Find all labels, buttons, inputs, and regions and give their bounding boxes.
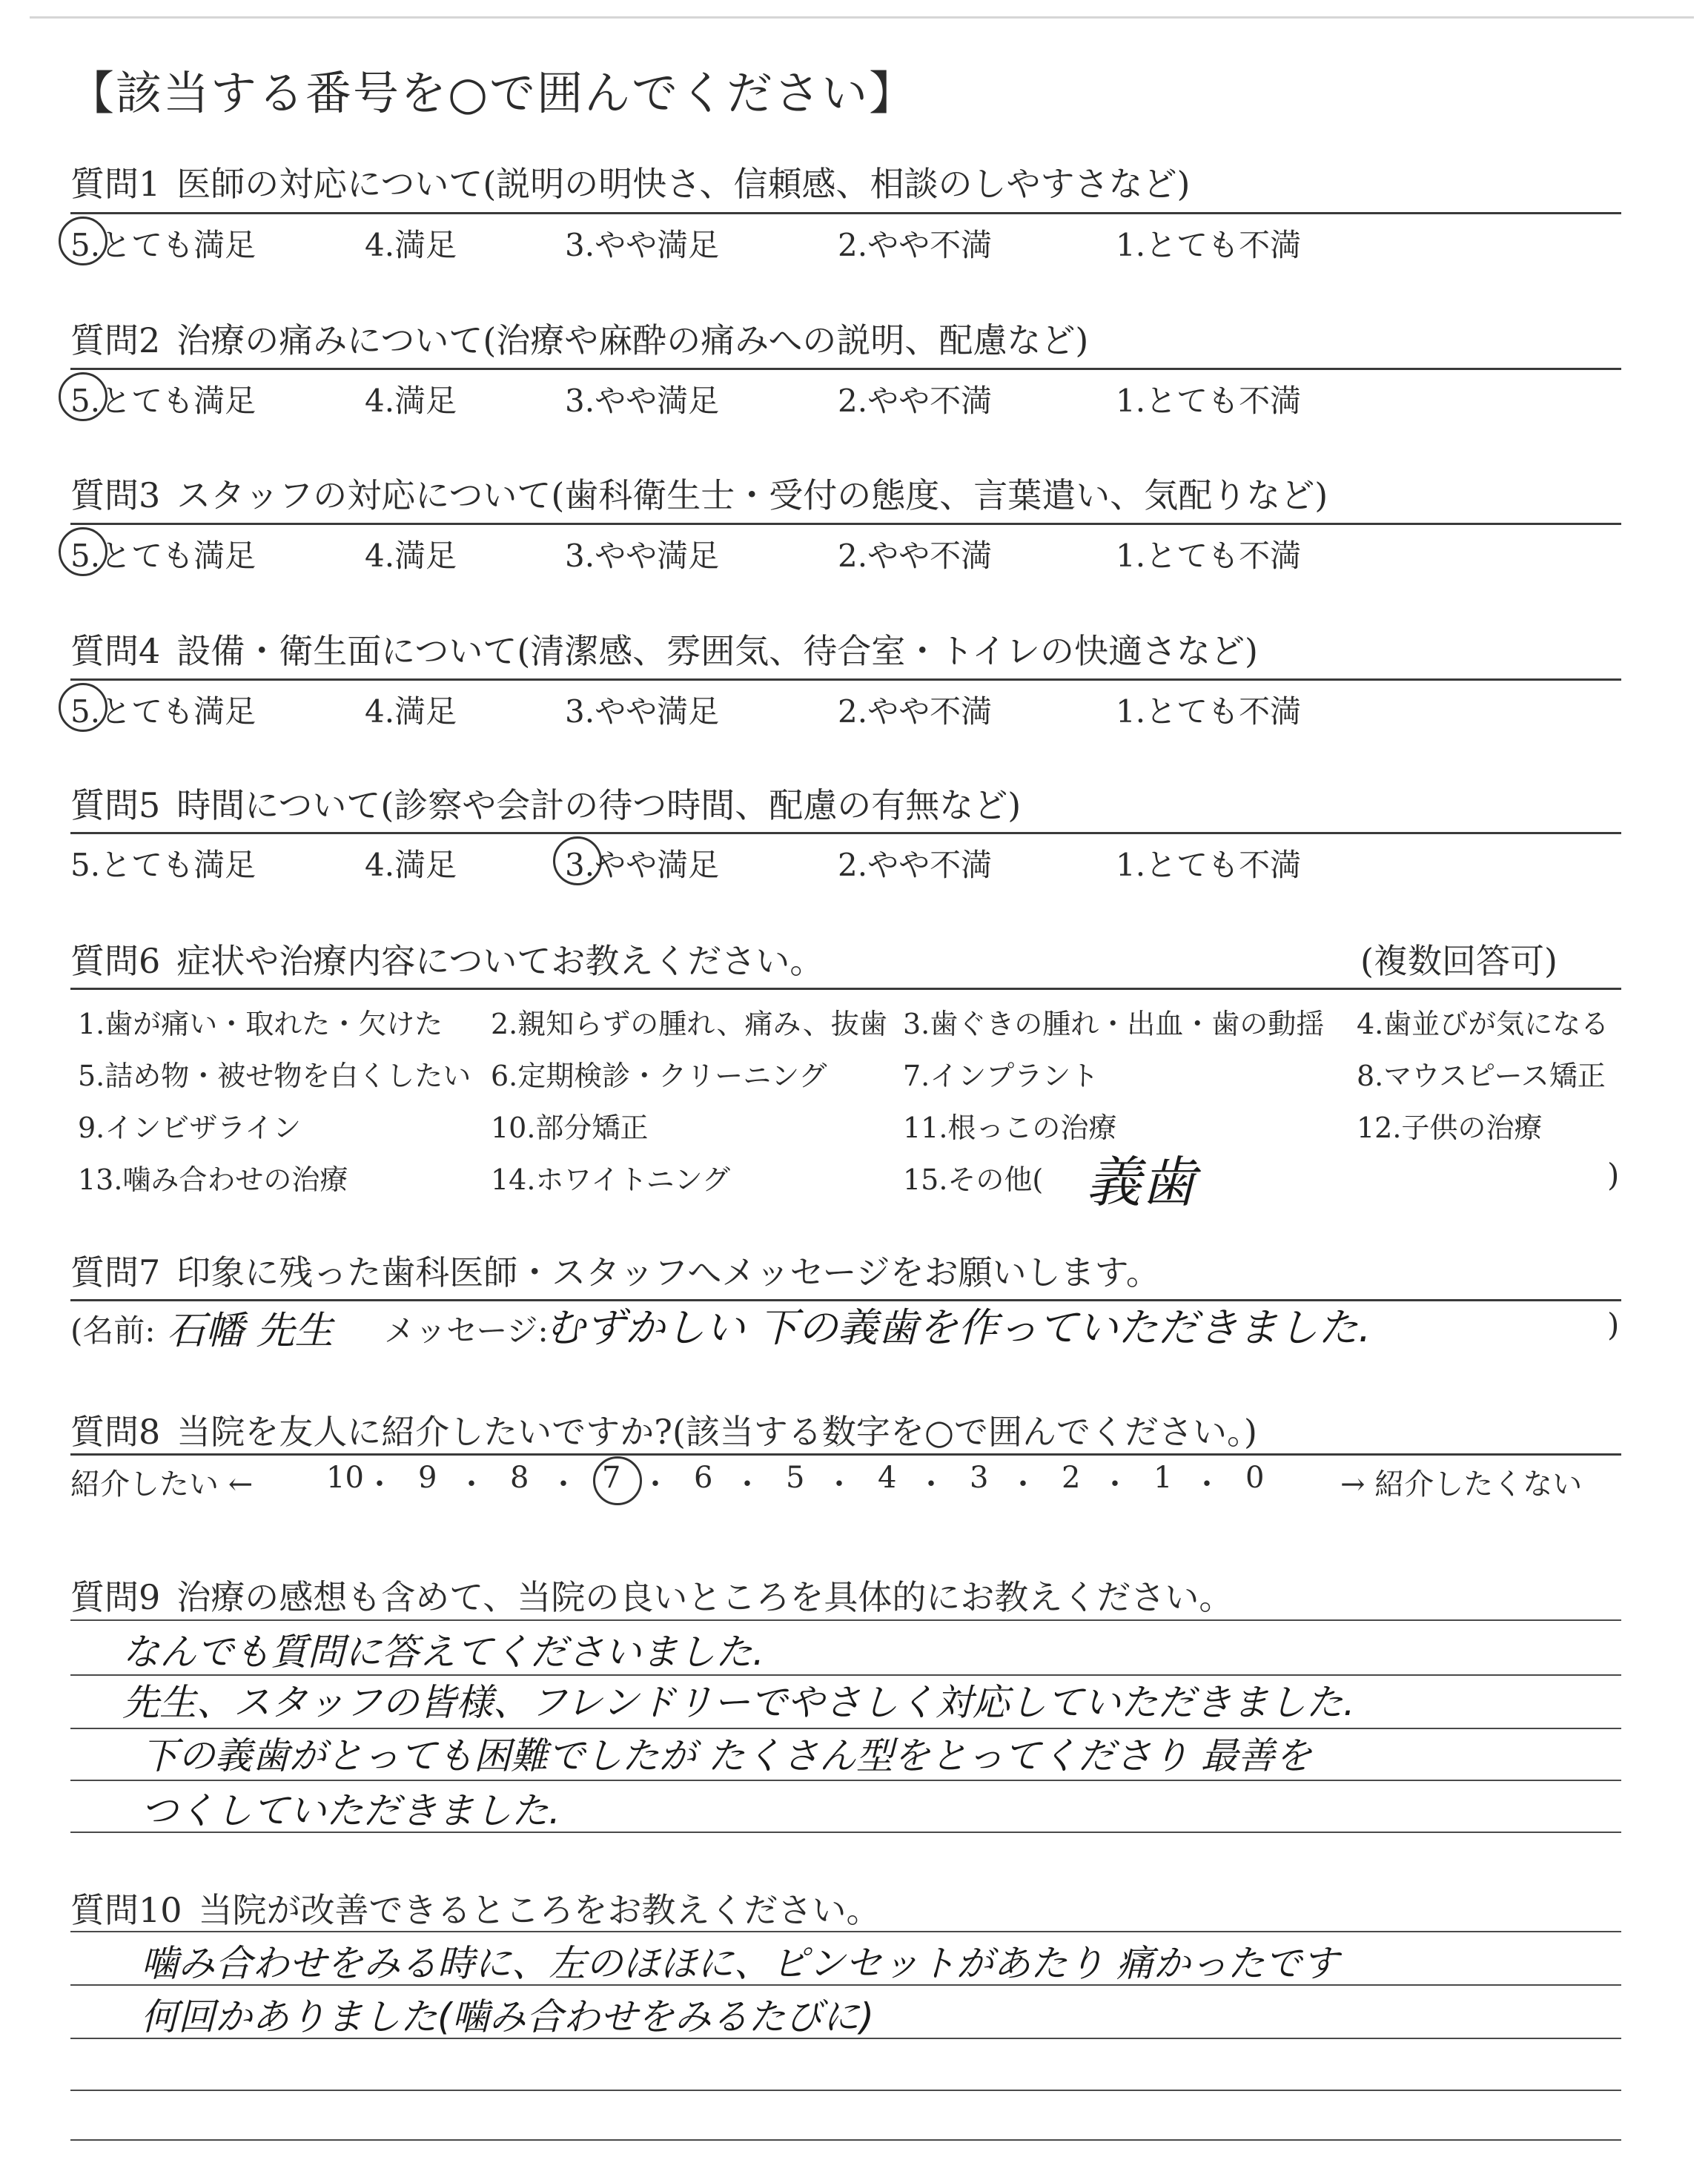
symptom-option-2[interactable]: 2.親知らずの腫れ、痛み、抜歯 bbox=[491, 1008, 887, 1040]
question-4-rule bbox=[70, 678, 1621, 681]
question-6-rule bbox=[70, 988, 1621, 990]
symptom-option-10[interactable]: 10.部分矯正 bbox=[491, 1112, 649, 1144]
question-3-title bbox=[70, 469, 1328, 518]
question-7-name-label: (名前: bbox=[70, 1312, 156, 1349]
symptom-option-13[interactable]: 13.噛み合わせの治療 bbox=[78, 1163, 348, 1196]
question-1-text: 医師の対応について(説明の明快さ、信頼感、相談のしやすさなど) bbox=[176, 164, 1191, 204]
scale-value-2[interactable]: 2 bbox=[1062, 1461, 1081, 1495]
question-9-number: 質問9 bbox=[70, 1577, 161, 1617]
scale-left-label: 紹介したい ← bbox=[70, 1467, 254, 1502]
symptom-option-14[interactable]: 14.ホワイトニング bbox=[491, 1163, 731, 1196]
question-2-title bbox=[70, 314, 1088, 363]
selected-circle-mark bbox=[593, 1456, 642, 1505]
option-2[interactable]: 2.やや不満 bbox=[838, 693, 993, 730]
question-7-title bbox=[70, 1246, 1160, 1295]
option-3[interactable]: 3.やや満足 bbox=[565, 693, 720, 730]
symptom-option-1[interactable]: 1.歯が痛い・取れた・欠けた bbox=[78, 1008, 443, 1040]
question-6-note: (複数回答可) bbox=[1360, 941, 1558, 981]
question-8-number: 質問8 bbox=[70, 1412, 161, 1452]
scale-value-1[interactable]: 1 bbox=[1153, 1461, 1173, 1495]
question-7-close: ) bbox=[1607, 1307, 1620, 1343]
scale-separator: ・ bbox=[732, 1467, 762, 1502]
selected-circle-mark bbox=[59, 217, 107, 265]
question-8-scale bbox=[0, 1461, 1708, 1505]
option-3[interactable]: 3.やや満足 bbox=[565, 538, 720, 574]
option-2[interactable]: 2.やや不満 bbox=[838, 538, 993, 574]
question-6-title bbox=[70, 934, 824, 983]
question-7-message-label: メッセージ: bbox=[384, 1312, 549, 1349]
question-2-number: 質問2 bbox=[70, 320, 161, 360]
question-7-message-handwritten: むずかしい 下の義歯を作っていただきました. bbox=[545, 1304, 1371, 1351]
question-10-rule-4 bbox=[70, 2090, 1621, 2091]
question-7-text: 印象に残った歯科医師・スタッフへメッセージをお願いします。 bbox=[176, 1252, 1160, 1292]
option-1[interactable]: 1.とても不満 bbox=[1116, 383, 1302, 419]
option-1[interactable]: 1.とても不満 bbox=[1116, 538, 1302, 574]
question-4-options bbox=[0, 687, 1708, 732]
scale-value-7[interactable]: 7 bbox=[602, 1461, 621, 1495]
question-6-other-close: ) bbox=[1607, 1157, 1620, 1193]
selected-circle-mark bbox=[59, 527, 107, 576]
question-5-text: 時間について(診察や会計の待つ時間、配慮の有無など) bbox=[176, 785, 1022, 825]
option-4[interactable]: 4.満足 bbox=[365, 847, 457, 883]
question-9-answer-line-2: 先生、スタッフの皆様、フレンドリーでやさしく対応していただきました. bbox=[122, 1681, 1355, 1724]
scale-separator: ・ bbox=[365, 1467, 394, 1502]
option-3[interactable]: 3.やや満足 bbox=[565, 847, 720, 883]
option-1[interactable]: 1.とても不満 bbox=[1116, 847, 1302, 883]
question-9-answer-line-1: なんでも質問に答えてくださいました. bbox=[122, 1631, 764, 1674]
selected-circle-mark bbox=[59, 683, 107, 732]
question-6-number: 質問6 bbox=[70, 941, 161, 981]
scale-value-8[interactable]: 8 bbox=[510, 1461, 529, 1495]
scale-separator: ・ bbox=[640, 1467, 670, 1502]
scale-separator: ・ bbox=[457, 1467, 486, 1502]
question-10-answer-line-1: 噛み合わせをみる時に、左のほほに、ピンセットがあたり 痛かったです bbox=[141, 1942, 1339, 1985]
question-10-number: 質問10 bbox=[70, 1890, 182, 1930]
option-4[interactable]: 4.満足 bbox=[365, 383, 457, 419]
option-1[interactable]: 1.とても不満 bbox=[1116, 227, 1302, 263]
option-2[interactable]: 2.やや不満 bbox=[838, 383, 993, 419]
option-3[interactable]: 3.やや満足 bbox=[565, 383, 720, 419]
question-10-rule-1 bbox=[70, 1931, 1621, 1932]
symptom-option-7[interactable]: 7.インプラント bbox=[903, 1060, 1099, 1092]
question-7-name-handwritten: 石幡 先生 bbox=[167, 1309, 334, 1353]
scale-value-0[interactable]: 0 bbox=[1245, 1461, 1265, 1495]
scale-separator: ・ bbox=[1100, 1467, 1130, 1502]
option-5[interactable]: 5.とても満足 bbox=[70, 383, 256, 419]
scale-separator: ・ bbox=[916, 1467, 946, 1502]
option-4[interactable]: 4.満足 bbox=[365, 693, 457, 730]
question-9-answer-line-3: 下の義歯がとっても困難でしたが たくさん型をとってくださり 最善を bbox=[141, 1734, 1312, 1777]
question-10-text: 当院が改善できるところをお教えください。 bbox=[198, 1890, 881, 1930]
question-1-options bbox=[0, 221, 1708, 265]
option-3[interactable]: 3.やや満足 bbox=[565, 227, 720, 263]
option-4[interactable]: 4.満足 bbox=[365, 227, 457, 263]
scale-separator: ・ bbox=[1192, 1467, 1222, 1502]
question-1-title bbox=[70, 157, 1190, 206]
question-2-rule bbox=[70, 368, 1621, 370]
question-5-rule bbox=[70, 832, 1621, 834]
form-header: 【該当する番号を○で囲んでください】 bbox=[68, 66, 917, 120]
question-9-title bbox=[70, 1571, 1233, 1619]
question-1-rule bbox=[70, 212, 1621, 214]
option-5[interactable]: 5.とても満足 bbox=[70, 693, 256, 730]
option-2[interactable]: 2.やや不満 bbox=[838, 847, 993, 883]
question-2-options bbox=[0, 377, 1708, 421]
question-4-text: 設備・衛生面について(清潔感、雰囲気、待合室・トイレの快適さなど) bbox=[176, 631, 1258, 671]
selected-circle-mark bbox=[553, 836, 602, 885]
scale-separator: ・ bbox=[1008, 1467, 1038, 1502]
option-2[interactable]: 2.やや不満 bbox=[838, 227, 993, 263]
question-8-title bbox=[70, 1405, 1257, 1454]
question-8-text: 当院を友人に紹介したいですか?(該当する数字を○で囲んでください。) bbox=[176, 1412, 1257, 1452]
question-5-title bbox=[70, 779, 1021, 828]
question-10-rule-5 bbox=[70, 2139, 1621, 2141]
question-2-text: 治療の痛みについて(治療や麻酔の痛みへの説明、配慮など) bbox=[176, 320, 1089, 360]
option-1[interactable]: 1.とても不満 bbox=[1116, 693, 1302, 730]
top-border bbox=[30, 16, 1694, 19]
scale-right-label: → 紹介したくない bbox=[1340, 1467, 1583, 1502]
scale-value-6[interactable]: 6 bbox=[694, 1461, 713, 1495]
question-3-number: 質問3 bbox=[70, 475, 161, 515]
question-4-number: 質問4 bbox=[70, 631, 161, 671]
question-5-number: 質問5 bbox=[70, 785, 161, 825]
option-5[interactable]: 5.とても満足 bbox=[70, 227, 256, 263]
symptom-option-6[interactable]: 6.定期検診・クリーニング bbox=[491, 1060, 827, 1092]
scale-separator: ・ bbox=[549, 1467, 578, 1502]
symptom-option-3[interactable]: 3.歯ぐきの腫れ・出血・歯の動揺 bbox=[903, 1008, 1325, 1040]
question-5-options bbox=[0, 841, 1708, 885]
scale-value-9[interactable]: 9 bbox=[418, 1461, 437, 1495]
symptom-option-15[interactable]: 15.その他( bbox=[903, 1163, 1044, 1196]
question-9-answer-line-4: つくしていただきました. bbox=[141, 1789, 560, 1832]
question-7-number: 質問7 bbox=[70, 1252, 161, 1292]
question-6-other-handwritten: 義歯 bbox=[1086, 1151, 1196, 1215]
question-9-rule-1 bbox=[70, 1619, 1621, 1621]
scale-value-3[interactable]: 3 bbox=[970, 1461, 989, 1495]
question-10-answer-line-2: 何回かありました(噛み合わせをみるたびに) bbox=[141, 1995, 875, 2038]
selected-circle-mark bbox=[59, 372, 107, 421]
symptom-option-9[interactable]: 9.インビザライン bbox=[78, 1112, 302, 1144]
scale-value-4[interactable]: 4 bbox=[878, 1461, 897, 1495]
question-3-rule bbox=[70, 523, 1621, 525]
question-3-text: スタッフの対応について(歯科衛生士・受付の態度、言葉遣い、気配りなど) bbox=[176, 475, 1328, 515]
scale-separator: ・ bbox=[824, 1467, 854, 1502]
question-1-number: 質問1 bbox=[70, 164, 161, 204]
symptom-option-12[interactable]: 12.子供の治療 bbox=[1357, 1112, 1543, 1144]
question-9-text: 治療の感想も含めて、当院の良いところを具体的にお教えください。 bbox=[176, 1577, 1234, 1617]
option-5[interactable]: 5.とても満足 bbox=[70, 847, 256, 883]
scale-value-10[interactable]: 10 bbox=[326, 1461, 364, 1495]
option-4[interactable]: 4.満足 bbox=[365, 538, 457, 574]
question-4-title bbox=[70, 624, 1258, 673]
question-6-text: 症状や治療内容についてお教えください。 bbox=[176, 941, 824, 981]
symptom-option-4[interactable]: 4.歯並びが気になる bbox=[1357, 1008, 1609, 1040]
symptom-option-11[interactable]: 11.根っこの治療 bbox=[903, 1112, 1117, 1144]
scale-value-5[interactable]: 5 bbox=[786, 1461, 805, 1495]
question-8-rule bbox=[70, 1453, 1621, 1456]
option-5[interactable]: 5.とても満足 bbox=[70, 538, 256, 574]
symptom-option-5[interactable]: 5.詰め物・被せ物を白くしたい bbox=[78, 1060, 471, 1092]
question-3-options bbox=[0, 532, 1708, 576]
question-10-title bbox=[70, 1883, 881, 1932]
symptom-option-8[interactable]: 8.マウスピース矯正 bbox=[1357, 1060, 1606, 1092]
